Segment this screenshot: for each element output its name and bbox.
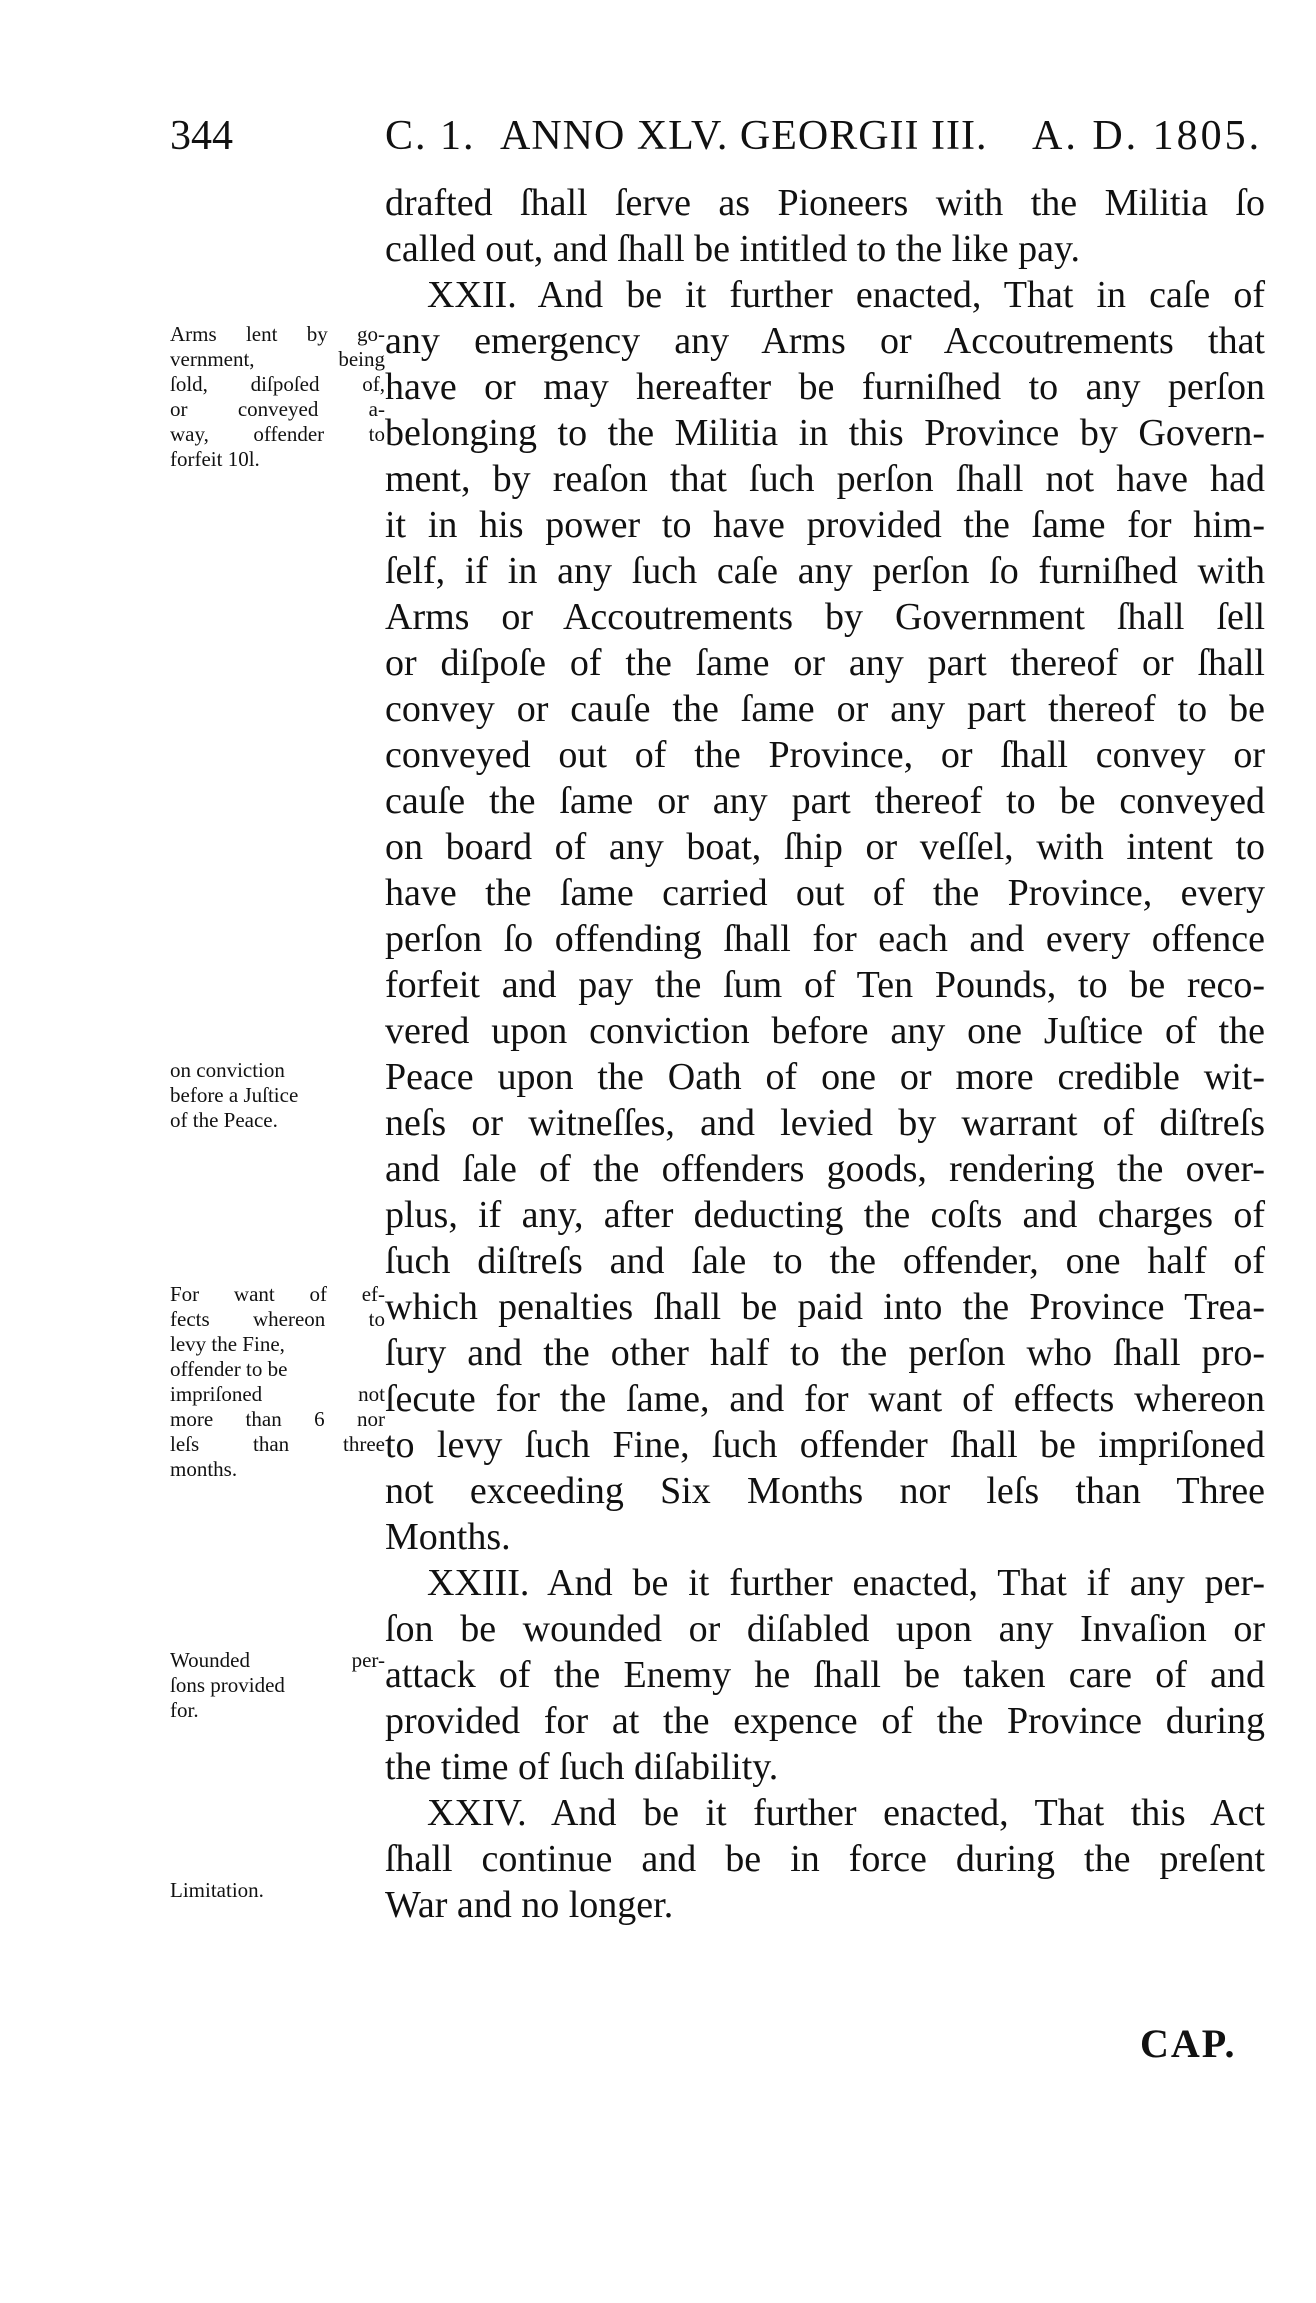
body-text	[385, 180, 1265, 1928]
catchword: CAP.	[1140, 2021, 1237, 2066]
margin-note-line: levy the Fine,	[170, 1332, 285, 1356]
margin-note-line: offender to be	[170, 1357, 288, 1381]
running-title: ANNO XLV. GEORGII III.	[500, 113, 988, 159]
body-line: attack of the Enemy he ſhall be taken care of and	[385, 1654, 1265, 1696]
body-line: ſon be wounded or diſabled upon any Invaſion or	[385, 1608, 1265, 1650]
body-line: and ſale of the offenders goods, rendering the over-	[385, 1148, 1265, 1190]
body-line: the time of ſuch diſability.	[385, 1746, 779, 1788]
body-line: forfeit and pay the ſum of Ten Pounds, to be reco-	[385, 964, 1265, 1006]
margin-note-line: ſons provided	[170, 1673, 285, 1697]
body-line: Arms or Accoutrements by Government ſhall ſell	[385, 596, 1265, 638]
margin-note-line: way, offender to	[170, 422, 385, 446]
body-line: cauſe the ſame or any part thereof to be conveyed	[385, 780, 1265, 822]
margin-note-line: fects whereon to	[170, 1307, 385, 1331]
margin-note-line: for.	[170, 1698, 199, 1722]
body-line: conveyed out of the Province, or ſhall convey or	[385, 734, 1265, 776]
section-xxiv-start: XXIV. And be it further enacted, That this Act	[427, 1792, 1265, 1834]
body-line: provided for at the expence of the Province during	[385, 1700, 1265, 1742]
body-line: ſecute for the ſame, and for want of effects whereon	[385, 1378, 1265, 1420]
margin-note-want-of-effects	[170, 1282, 385, 1482]
body-line: not exceeding Six Months nor leſs than Three	[385, 1470, 1265, 1512]
body-line: called out, and ſhall be intitled to the like pay.	[385, 228, 1081, 270]
margin-note-arms-lent	[170, 322, 385, 472]
margin-note-line: impriſoned not	[170, 1382, 385, 1406]
body-line: belonging to the Militia in this Province by Govern-	[385, 412, 1265, 454]
body-line: have or may hereafter be furniſhed to any perſon	[385, 366, 1265, 408]
body-line: drafted ſhall ſerve as Pioneers with the Militia ſo	[385, 182, 1265, 224]
body-line: have the ſame carried out of the Province, every	[385, 872, 1265, 914]
body-line: plus, if any, after deducting the coſts and charges of	[385, 1194, 1265, 1236]
body-line: Months.	[385, 1516, 511, 1558]
body-line: to levy ſuch Fine, ſuch offender ſhall be impriſoned	[385, 1424, 1265, 1466]
body-line: which penalties ſhall be paid into the Province Trea-	[385, 1286, 1265, 1328]
body-line: ſury and the other half to the perſon who ſhall pro-	[385, 1332, 1265, 1374]
margin-note-line: of the Peace.	[170, 1108, 278, 1132]
margin-note-line: ſold, diſpoſed of,	[170, 372, 385, 396]
margin-note-line: Limitation.	[170, 1878, 264, 1902]
margin-note-line: vernment, being	[170, 347, 385, 371]
body-line: it in his power to have provided the ſame for him-	[385, 504, 1265, 546]
margin-note-line: forfeit 10l.	[170, 447, 260, 471]
chapter-number: C. 1.	[385, 113, 476, 159]
body-line: ſhall continue and be in force during the preſent	[385, 1838, 1265, 1880]
margin-note-line: Arms lent by go-	[170, 322, 385, 346]
margin-note-line: months.	[170, 1457, 238, 1481]
section-xxii-start: XXII. And be it further enacted, That in caſe of	[427, 274, 1265, 316]
margin-note-wounded	[170, 1648, 385, 1723]
body-line: perſon ſo offending ſhall for each and every offence	[385, 918, 1265, 960]
body-line: ſelf, if in any ſuch caſe any perſon ſo furniſhed with	[385, 550, 1265, 592]
body-line: ſuch diſtreſs and ſale to the offender, one half of	[385, 1240, 1265, 1282]
body-line: vered upon conviction before any one Juſtice of the	[385, 1010, 1265, 1052]
margin-note-limitation	[170, 1878, 385, 1903]
running-header	[170, 112, 1270, 172]
body-line: convey or cauſe the ſame or any part thereof to be	[385, 688, 1265, 730]
body-line: Peace upon the Oath of one or more credible wit-	[385, 1056, 1265, 1098]
margin-note-line: or conveyed a-	[170, 397, 385, 421]
margin-note-line: leſs than three	[170, 1432, 385, 1456]
margin-note-line: more than 6 nor	[170, 1407, 385, 1431]
body-line: neſs or witneſſes, and levied by warrant of diſtreſs	[385, 1102, 1265, 1144]
body-line: on board of any boat, ſhip or veſſel, with intent to	[385, 826, 1265, 868]
page-number: 344	[170, 113, 233, 159]
body-line: War and no longer.	[385, 1884, 674, 1926]
margin-note-conviction	[170, 1058, 385, 1133]
section-xxiii-start: XXIII. And be it further enacted, That if any per-	[427, 1562, 1265, 1604]
year: A. D. 1805.	[1032, 113, 1263, 159]
body-line: or diſpoſe of the ſame or any part thereof or ſhall	[385, 642, 1265, 684]
margin-note-line: Wounded per-	[170, 1648, 385, 1672]
body-line: any emergency any Arms or Accoutrements that	[385, 320, 1265, 362]
body-line: ment, by reaſon that ſuch perſon ſhall not have had	[385, 458, 1265, 500]
margin-note-line: For want of ef-	[170, 1282, 385, 1306]
margin-note-line: before a Juſtice	[170, 1083, 299, 1107]
margin-note-line: on conviction	[170, 1058, 285, 1082]
